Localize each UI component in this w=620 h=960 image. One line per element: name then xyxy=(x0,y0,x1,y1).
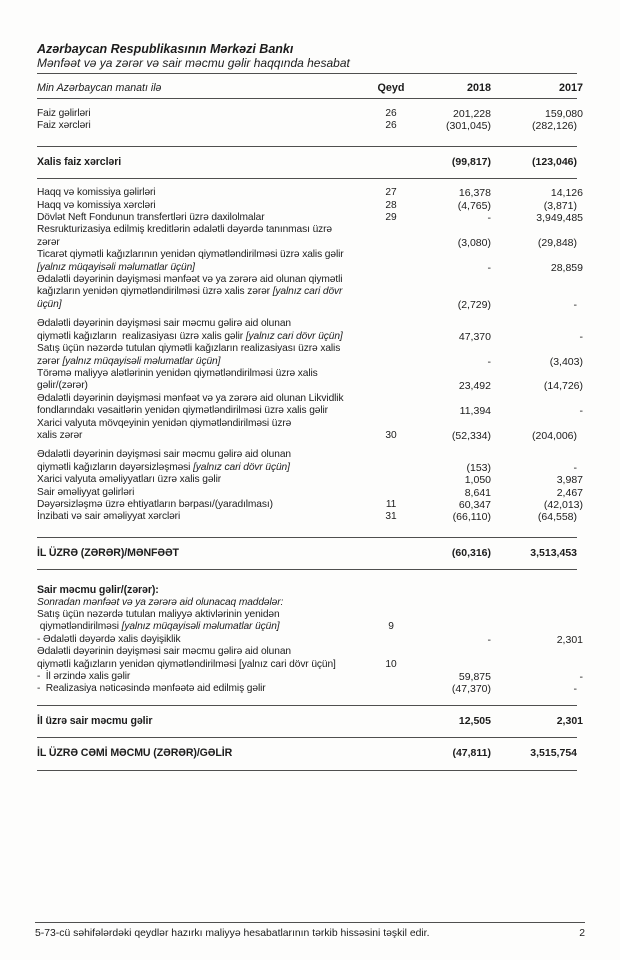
value-2018: 1,050 xyxy=(464,474,491,487)
row-label xyxy=(37,418,367,443)
label-segment: qiymətli kağızların realizasiyası üzrə xalis gəlir xyxy=(37,330,246,342)
note-ref: 27 xyxy=(385,187,397,199)
footer-row xyxy=(35,923,585,939)
column-header-note: Qeyd xyxy=(377,82,405,94)
label-line xyxy=(37,108,367,120)
table-row xyxy=(37,474,583,487)
label-line xyxy=(37,646,367,658)
table-row xyxy=(37,212,583,225)
summary-row xyxy=(37,738,577,769)
table-row xyxy=(37,120,577,132)
value-2017: (64,558) xyxy=(537,511,577,524)
note-ref: 11 xyxy=(385,498,397,510)
table-row xyxy=(37,108,583,120)
label-line xyxy=(37,597,367,609)
row-label xyxy=(37,187,367,199)
label-segment: - Ədalətli dəyərdə xalis dəyişiklik xyxy=(37,633,181,645)
value-2017: 159,080 xyxy=(545,108,583,120)
label-segment: zərər xyxy=(37,355,63,367)
label-segment: Ədalətli dəyərinin dəyişməsi mənfəət və ya zərərə aid olunan Likvidlik xyxy=(37,392,344,404)
value-2017: (3,871) xyxy=(543,199,577,212)
value-2017: (14,726) xyxy=(543,380,583,393)
label-line xyxy=(37,430,367,442)
table-row xyxy=(37,683,577,695)
label-line xyxy=(37,368,367,380)
label-line xyxy=(37,609,367,621)
value-2017: 14,126 xyxy=(550,187,583,200)
report-content xyxy=(37,42,583,771)
label-line xyxy=(37,286,367,298)
value-2018: 47,370 xyxy=(458,330,491,343)
value-2018: (47,811) xyxy=(452,747,491,760)
value-2017: - xyxy=(573,461,577,474)
value-2017: 3,949,485 xyxy=(536,212,583,225)
label-segment: Ədalətli dəyərinin dəyişməsi mənfəət və ya zərərə aid olunan qiymətli xyxy=(37,274,343,286)
row-label xyxy=(37,200,367,212)
row-label xyxy=(37,474,367,486)
table-row xyxy=(37,671,583,684)
label-segment: İl üzrə sair məcmu gəlir xyxy=(37,714,153,727)
label-line xyxy=(37,487,367,499)
label-segment: Resrukturizasiya edilmiş kreditlərin ədalətli dəyərdə tanınması üzrə xyxy=(37,224,332,236)
value-2018: - xyxy=(487,212,491,225)
label-segment: gəlir/(zərər) xyxy=(37,380,88,392)
label-segment: üçün] xyxy=(37,298,62,310)
column-header-2017: 2017 xyxy=(558,82,583,94)
table-row xyxy=(37,274,577,311)
label-line xyxy=(37,621,367,633)
label-line xyxy=(37,343,367,355)
table-row xyxy=(37,318,583,343)
table-row xyxy=(37,367,583,393)
table-row xyxy=(37,224,577,249)
value-2018: (47,370) xyxy=(451,683,491,696)
label-line xyxy=(37,356,367,368)
note-ref: 30 xyxy=(385,429,397,441)
value-2017: 28,859 xyxy=(550,261,583,274)
label-line xyxy=(37,156,367,168)
row-label xyxy=(37,683,367,695)
label-line xyxy=(37,249,367,261)
label-line xyxy=(37,380,367,392)
value-2017: - xyxy=(573,298,577,311)
row-label xyxy=(37,120,367,132)
value-2017: 2,301 xyxy=(556,714,583,727)
value-2018: (60,316) xyxy=(451,546,491,559)
value-2018: 11,394 xyxy=(459,405,491,418)
label-segment: qiymətli kağızların yenidən qiymətləndirilməsi [yalnız cari dövr üçün] xyxy=(37,658,336,670)
label-segment: [yalnız müqayisəli məlumatlar üçün] xyxy=(37,261,195,273)
divider xyxy=(37,770,577,771)
label-segment: [yalnız cari dövr xyxy=(272,286,343,298)
label-segment: zərər xyxy=(37,236,60,248)
label-line xyxy=(37,659,367,671)
value-2017: (42,013) xyxy=(543,498,583,511)
label-line xyxy=(37,449,367,461)
label-line xyxy=(37,584,367,596)
row-label xyxy=(37,449,367,474)
label-line xyxy=(37,120,367,132)
value-2018: (52,334) xyxy=(451,429,491,442)
value-2018: 16,378 xyxy=(458,187,491,200)
spacer xyxy=(37,133,577,146)
page-footer xyxy=(35,922,585,939)
label-segment: Ədalətli dəyərinin dəyişməsi sair məcmu gəlirə aid olunan xyxy=(37,646,291,658)
label-line xyxy=(37,331,367,343)
value-2018: (4,765) xyxy=(457,199,491,212)
row-label xyxy=(37,487,367,499)
note-ref: 31 xyxy=(385,511,397,523)
table-row xyxy=(37,392,583,418)
value-2017: 3,987 xyxy=(556,474,583,487)
label-line xyxy=(37,474,367,486)
bank-name: Azərbaycan Respublikasının Mərkəzi Bankı xyxy=(37,42,294,56)
spacer xyxy=(37,99,577,108)
row-label xyxy=(37,368,367,393)
row-label xyxy=(37,634,367,646)
label-segment: İL ÜZRƏ (ZƏRƏR)/MƏNFƏƏT xyxy=(37,546,179,559)
note-ref: 26 xyxy=(385,108,397,119)
row-label xyxy=(37,318,367,343)
value-2018: (99,817) xyxy=(451,155,491,168)
value-2017: 3,513,453 xyxy=(530,546,577,559)
label-segment: Faiz xərcləri xyxy=(37,120,91,132)
value-2018: - xyxy=(487,633,491,646)
value-2018: 59,875 xyxy=(458,671,491,684)
row-label xyxy=(37,671,367,683)
value-2017: - xyxy=(579,405,583,418)
value-2017: 2,301 xyxy=(556,633,583,646)
label-segment: İnzibati və sair əməliyyat xərcləri xyxy=(37,511,181,523)
label-segment: Faiz gəlirləri xyxy=(37,108,91,119)
value-2017: (123,046) xyxy=(532,155,577,168)
value-2017: (204,006) xyxy=(532,429,577,442)
spacer xyxy=(37,570,577,584)
value-2017: (282,126) xyxy=(532,120,577,133)
value-2018: (66,110) xyxy=(452,511,491,524)
table-row xyxy=(37,511,577,523)
table-row xyxy=(37,597,577,609)
table-header xyxy=(37,74,583,98)
label-segment: Ədalətli dəyərinin dəyişməsi sair məcmu gəlirə aid olunan xyxy=(37,449,291,461)
label-segment: İL ÜZRƏ CƏMİ MƏCMU (ZƏRƏR)/GƏLİR xyxy=(37,747,233,760)
table-row xyxy=(37,609,577,634)
label-line xyxy=(37,224,367,236)
row-label xyxy=(37,547,367,559)
label-line xyxy=(37,262,367,274)
value-2018: - xyxy=(487,355,491,368)
label-segment: Haqq və komissiya xərcləri xyxy=(37,199,156,211)
row-label xyxy=(37,274,367,311)
label-line xyxy=(37,212,367,224)
table-row xyxy=(37,418,577,443)
value-2017: - xyxy=(579,671,583,684)
table-row xyxy=(37,584,577,596)
label-segment: - İl ərzində xalis gəlir xyxy=(37,671,131,683)
value-2018: 23,492 xyxy=(458,380,491,393)
table-row xyxy=(37,498,583,511)
label-segment: Ticarət qiymətli kağızlarının yenidən qiymətləndirilməsi üzrə xalis gəlir xyxy=(37,249,344,261)
label-segment: [yalnız cari dövr üçün] xyxy=(245,330,343,342)
label-line xyxy=(37,274,367,286)
summary-row xyxy=(37,147,577,178)
summary-row xyxy=(37,538,577,569)
footer-note: 5-73-cü səhifələrdəki qeydlər hazırkı maliyyə hesabatlarının tərkib hissəsini təşkil edir. xyxy=(35,928,430,939)
label-segment: qiymətləndirilməsi xyxy=(37,621,122,633)
row-label xyxy=(37,597,367,609)
spacer xyxy=(37,179,577,187)
value-2018: - xyxy=(487,261,491,274)
label-segment: Xarici valyuta əməliyyatları üzrə xalis gəlir xyxy=(37,474,222,486)
column-header-2018: 2018 xyxy=(466,82,491,94)
table-row xyxy=(37,486,583,499)
spacer xyxy=(37,524,577,537)
page-number: 2 xyxy=(579,928,585,939)
table-row xyxy=(37,187,583,200)
label-line xyxy=(37,405,367,417)
summary-row xyxy=(37,706,583,737)
label-line xyxy=(37,715,367,727)
label-line xyxy=(37,747,367,759)
note-ref: 26 xyxy=(385,120,397,132)
table-row xyxy=(37,449,577,474)
value-2018: (301,045) xyxy=(446,120,491,133)
report-title: Mənfəət və ya zərər və sair məcmu gəlir haqqında hesabat xyxy=(37,56,350,70)
label-segment: - Realizasiya nəticəsində mənfəətə aid edilmiş gəlir xyxy=(37,683,266,695)
label-segment: Dövlət Neft Fondunun transfertləri üzrə daxilolmalar xyxy=(37,212,265,224)
label-segment: Haqq və komissiya gəlirləri xyxy=(37,187,156,199)
value-2017: - xyxy=(579,330,583,343)
value-2017: (29,848) xyxy=(537,236,577,249)
label-line xyxy=(37,393,367,405)
label-line xyxy=(37,299,367,311)
value-2017: 2,467 xyxy=(556,486,583,499)
label-segment: Dəyərsizləşmə üzrə ehtiyatların bərpası/(yaradılması) xyxy=(37,498,273,510)
label-segment: Sair əməliyyat gəlirləri xyxy=(37,486,135,498)
table-row xyxy=(37,249,583,274)
row-label xyxy=(37,646,367,671)
note-ref: 28 xyxy=(385,199,397,211)
row-label xyxy=(37,249,367,274)
label-line xyxy=(37,547,367,559)
note-ref: 29 xyxy=(385,212,397,224)
value-2018: 8,641 xyxy=(464,486,491,499)
label-segment: Satış üçün nəzərdə tutulan maliyyə aktivlərinin yenidən xyxy=(37,609,280,620)
row-label xyxy=(37,747,367,759)
label-segment: qiymətli kağızların dəyərsizləşməsi xyxy=(37,461,194,473)
row-label xyxy=(37,609,367,634)
spacer xyxy=(37,696,577,705)
row-label xyxy=(37,108,367,120)
label-line xyxy=(37,187,367,199)
value-2018: (2,729) xyxy=(457,298,491,311)
statement-rows xyxy=(37,99,583,771)
label-segment: Xalis faiz xərcləri xyxy=(37,155,122,168)
label-segment: kağızların yenidən qiymətləndirilməsi üzrə xalis zərər xyxy=(37,286,273,298)
value-2017: (3,403) xyxy=(549,355,583,368)
label-line xyxy=(37,671,367,683)
row-label xyxy=(37,393,367,418)
table-row xyxy=(37,343,583,368)
row-label xyxy=(37,156,367,168)
note-ref: 9 xyxy=(388,621,394,633)
label-line xyxy=(37,511,367,523)
label-line xyxy=(37,200,367,212)
label-line xyxy=(37,462,367,474)
label-segment: Xarici valyuta mövqeyinin yenidən qiymətləndirilməsi üzrə xyxy=(37,417,292,429)
label-segment: Sonradan mənfəət və ya zərərə aid olunacaq maddələr: xyxy=(37,596,284,608)
row-label xyxy=(37,511,367,523)
label-line xyxy=(37,634,367,646)
value-2017: - xyxy=(573,683,577,696)
row-label xyxy=(37,224,367,249)
table-row xyxy=(37,200,577,212)
value-2018: 60,347 xyxy=(458,498,491,511)
label-segment: [yalnız cari dövr üçün] xyxy=(193,461,290,473)
row-label xyxy=(37,343,367,368)
value-2018: (3,080) xyxy=(457,236,491,249)
units-caption: Min Azərbaycan manatı ilə xyxy=(37,82,162,94)
label-line xyxy=(37,318,367,330)
note-ref: 10 xyxy=(385,658,397,670)
row-label xyxy=(37,212,367,224)
label-line xyxy=(37,237,367,249)
label-line xyxy=(37,418,367,430)
value-2017: 3,515,754 xyxy=(530,747,577,760)
value-2018: 12,505 xyxy=(458,714,491,727)
table-row xyxy=(37,646,577,671)
label-segment: [yalnız müqayisəli məlumatlar üçün] xyxy=(62,355,221,367)
table-row xyxy=(37,633,583,646)
label-segment: fondlarındakı vəsaitlərin yenidən qiymətləndirilməsi üzrə xalis gəlir xyxy=(37,405,328,417)
row-label xyxy=(37,715,367,727)
label-line xyxy=(37,499,367,511)
label-segment: xalis zərər xyxy=(37,429,83,441)
row-label xyxy=(37,584,367,596)
row-label xyxy=(37,499,367,511)
value-2018: (153) xyxy=(466,461,491,474)
label-segment: Ədalətli dəyərinin dəyişməsi sair məcmu gəlirə aid olunan xyxy=(37,318,291,330)
label-segment: [yalnız müqayisəli məlumatlar üçün] xyxy=(121,621,280,633)
value-2018: 201,228 xyxy=(453,108,491,120)
label-segment: Satış üçün nəzərdə tutulan qiymətli kağızların realizasiyası üzrə xalis xyxy=(37,343,341,355)
label-line xyxy=(37,683,367,695)
label-segment: Törəmə maliyyə alətlərinin yenidən qiymətləndirilməsi üzrə xalis xyxy=(37,367,318,379)
label-segment: Sair məcmu gəlir/(zərər): xyxy=(37,584,159,597)
